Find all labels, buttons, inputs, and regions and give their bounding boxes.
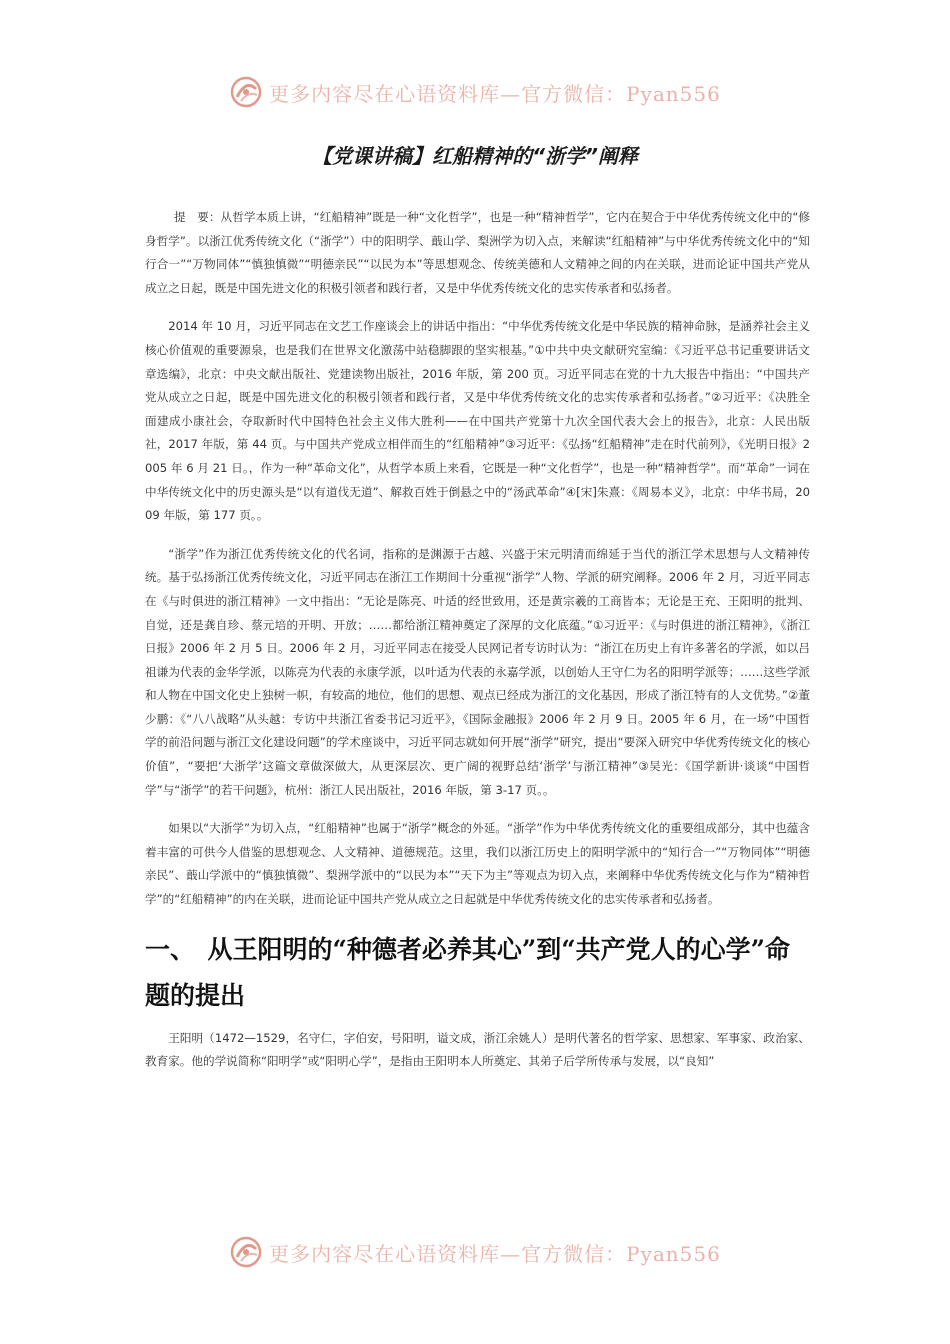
abstract-paragraph: 提 要：从哲学本质上讲，“红船精神”既是一种“文化哲学”，也是一种“精神哲学”，它内在契合于中华优秀传统文化中的“修身哲学”。以浙江优秀传统文化（“浙学”）中的阳明学、蕺山学、梨洲学为切入点，来解读“红船精神”与中华优秀传统文化中的“知行合一”“万物同体”“慎独慎微”“明德亲民”“以民为本”等思想观念、传统美德和人文精神之间的内在关联，进而论证中国共产党从成立之日起，既是中国先进文化的积极引领者和践行者，又是中华优秀传统文化的忠实传承者和弘扬者。 — [145, 210, 810, 295]
body-paragraph-1: 2014 年 10 月，习近平同志在文艺工作座谈会上的讲话中指出：“中华优秀传统文化是中华民族的精神命脉，是涵养社会主义核心价值观的重要源泉，也是我们在世界文化激荡中站稳脚跟的坚实根基。”①中共中央文献研究室编：《习近平总书记重要讲话文章选编》，北京：中央文献出版社、党建读物出版社，2016 年版，第 200 页。习近平同志在党的十九大报告中指出：“中国共产党从成立之日起，既是中国先进文化的积极引领者和践行者，又是中华优秀传统文化的忠实传承者和弘扬者。”②习近平：《决胜全面建成小康社会，夺取新时代中国特色社会主义伟大胜利——在中国共产党第十九次全国代表大会上的报告》，北京：人民出版社，2017 年版，第 44 页。与中国共产党成立相伴而生的“红船精神”③习近平：《弘扬“红船精神”走在时代前列》，《光明日报》2005 年 6 月 21 日。，作为一种“革命文化”，从哲学本质上来看，它既是一种“文化哲学”，也是一种“精神哲学”。而“革命”一词在中华传统文化中的历史源头是“以有道伐无道”、解救百姓于倒悬之中的“汤武革命”④[宋]朱熹：《周易本义》，北京：中华书局，2009 年版，第 177 页。。 — [145, 319, 810, 523]
body-paragraph-4: 王阳明（1472—1529，名守仁，字伯安，号阳明，谥文成，浙江余姚人）是明代著名的哲学家、思想家、军事家、政治家、教育家。他的学说简称“阳明学”或“阳明心学”，是指由王阳明本人所奠定、其弟子后学所传承与发展，以“良知” — [145, 1030, 810, 1069]
banner-text: 更多内容尽在心语资料库—官方微信：Pyan556 — [269, 81, 721, 106]
document-title: 【党课讲稿】红船精神的“浙学”阐释 — [312, 144, 638, 168]
header-watermark-banner — [0, 72, 950, 112]
fan-logo-icon — [229, 75, 263, 109]
banner-text: 更多内容尽在心语资料库—官方微信：Pyan556 — [269, 1241, 721, 1266]
document-body — [145, 206, 810, 1089]
footer-watermark-banner — [0, 1232, 950, 1272]
fan-logo-icon — [229, 1235, 263, 1269]
body-paragraph-2: “浙学”作为浙江优秀传统文化的代名词，指称的是渊源于古越、兴盛于宋元明清而绵延于当代的浙江学术思想与人文精神传统。基于弘扬浙江优秀传统文化，习近平同志在浙江工作期间十分重视“浙学”人物、学派的研究阐释。2006 年 2 月，习近平同志在《与时俱进的浙江精神》一文中指出：“无论是陈亮、叶适的经世致用，还是黄宗羲的工商皆本；无论是王充、王阳明的批判、自觉，还是龚自珍、蔡元培的开明、开放；……都给浙江精神奠定了深厚的文化底蕴。”①习近平：《与时俱进的浙江精神》，《浙江日报》2006 年 2 月 5 日。2006 年 2 月，习近平同志在接受人民网记者专访时认为：“浙江在历史上有许多著名的学派，如以吕祖谦为代表的金华学派，以陈亮为代表的永康学派，以叶适为代表的永嘉学派，以创始人王守仁为名的阳明学派等；……这些学派和人物在中国文化史上独树一帜，有较高的地位，他们的思想、观点已经成为浙江的文化基因，形成了浙江特有的人文优势。”②董少鹏：《“八八战略”从头越：专访中共浙江省委书记习近平》，《国际金融报》2006 年 2 月 9 日。2005 年 6 月，在一场“中国哲学的前沿问题与浙江文化建设问题”的学术座谈中，习近平同志就如何开展“浙学”研究，提出“要深入研究中华优秀传统文化的核心价值”，“要把‘大浙学’这篇文章做深做大，从更深层次、更广阔的视野总结‘浙学’与浙江精神”③吴光：《国学新讲·谈谈“中国哲学”与“浙学”的若干问题》，杭州：浙江人民出版社，2016 年版，第 3-17 页。。 — [145, 546, 810, 797]
section-heading: 一、 从王阳明的“种德者必养其心”到“共产党人的心学”命题的提出 — [145, 934, 791, 1010]
body-paragraph-3: 如果以“大浙学”为切入点，“红船精神”也属于“浙学”概念的外延。“浙学”作为中华优秀传统文化的重要组成部分，其中也蕴含着丰富的可供今人借鉴的思想观念、人文精神、道德规范。这里，我们以浙江历史上的阳明学派中的“知行合一”“万物同体”“明德亲民”、蕺山学派中的“慎独慎微”、梨洲学派中的“以民为本”“天下为主”等观点为切入点，来阐释中华优秀传统文化与作为“精神哲学”的“红船精神”的内在关联，进而论证中国共产党从成立之日起就是中华优秀传统文化的忠实传承者和弘扬者。 — [145, 821, 810, 907]
